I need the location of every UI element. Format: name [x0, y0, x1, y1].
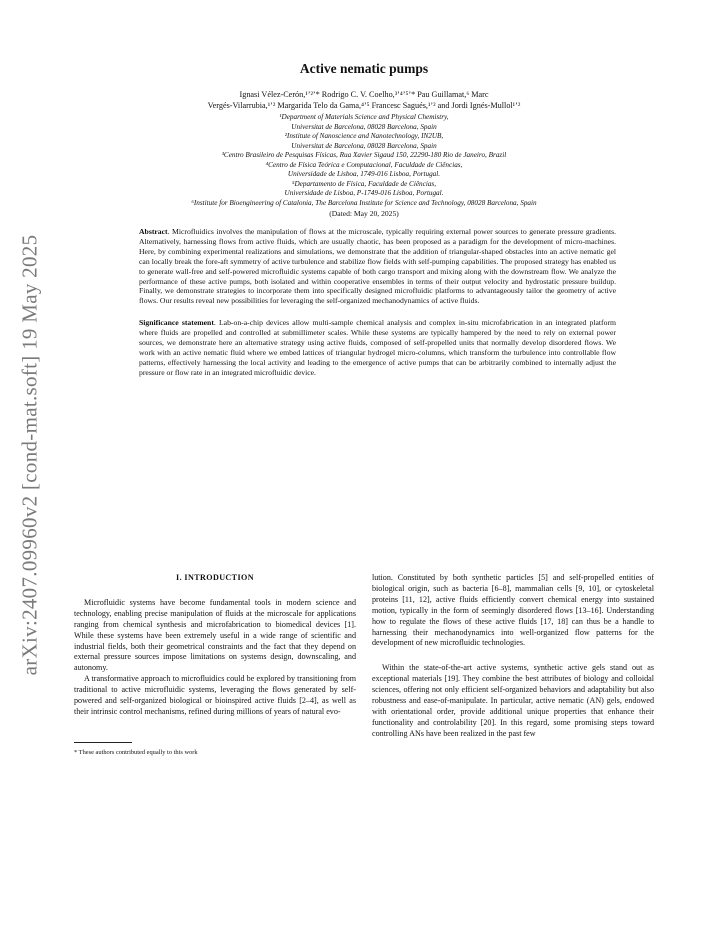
body-paragraph: Within the state-of-the-art active systems, synthetic active gels stand out as exceptional materials [19]. They combine the best attributes of biology and colloidal sciences, offering not only efficient self-organized behaviors and adaptability but also robustness and ease-of-manipulate. In particular, active nematic (AN) gels, endowed with orientational order, provide additional unique properties that enhance their functionality and controlability [20]. In this regard, some promising steps toward controlling ANs have been realized in the past few [372, 663, 654, 738]
left-column [74, 573, 356, 757]
abstract-text: . Microfluidics involves the manipulation of flows at the microscale, typically requiring external power sources to generate pressure gradients. Alternatively, harnessing flows from active fluids, which are usually chaotic, has been proposed as a paradigm for the development of micro-machines. Here, by combining experimental realizations and simulations, we demonstrate that the addition of triangular-shaped obstacles into an active nematic gel can locally break the fore-aft symmetry of active turbulence and stabilize flow fields with self-pumping capabilities. The proposed strategy has enabled us to generate wall-free and self-powered microfluidic systems capable of both cargo transport and mixing along with the downstream flow. We analyze the performance of these active pumps, both isolated and within cooperative ensembles in terms of their output velocity and hydrostatic pressure buildup. Finally, we demonstrate strategies to incorporate them into specifically designed microfluidic platforms to advantageously tailor the geometry of active flows. Our results reveal new possibilities for leveraging the self-organized mechanodynamics of active fluids. [139, 227, 616, 306]
body-columns [74, 573, 654, 757]
affiliation-line: Universitat de Barcelona, 08028 Barcelona, Spain [291, 141, 437, 150]
affiliation-line: ⁴Centro de Física Teórica e Computacional, Faculdade de Ciências, [265, 160, 463, 169]
author-list [54, 89, 674, 111]
footnote-rule [74, 742, 132, 743]
paper-title: Active nematic pumps [299, 61, 429, 76]
author-line: Vergés-Vilarrubia,¹ʼ² Margarida Telo da Gama,⁴ʼ⁵ Francesc Sagués,¹ʼ² and Jordi Ignés-Mullol¹ʼ² [207, 101, 521, 110]
arxiv-identifier: arXiv:2407.09960v2 [cond-mat.soft] 19 May 2025 [17, 234, 42, 676]
footnote: * These authors contributed equally to this work [74, 748, 198, 756]
affiliation-line: ³Centro Brasileiro de Pesquisas Físicas, Rua Xavier Sigaud 150, 22290-180 Rio de Janeiro, Brazil [221, 151, 507, 159]
affiliation-line: ⁵Departamento de Física, Faculdade de Ciências, [291, 179, 437, 188]
affiliation-line: ²Institute of Nanoscience and Nanotechnology, IN2UB, [284, 132, 444, 140]
paper-front-matter [74, 55, 654, 378]
affiliation-line: ¹Department of Materials Science and Physical Chemistry, [279, 113, 449, 121]
body-paragraph: lution. Constituted by both synthetic particles [5] and self-propelled entities of biological origin, such as bacteria [6–8], mammalian cells [9, 10], or cytoskeletal proteins [11, 12], active fluids efficiently convert chemical energy into sustained motion, typically in the form of seemingly disordered flows [13–16]. Understanding how to regulate the flows of these active fluids [17, 18] can thus be a handle to harnessing their mechanodynamics into well-organized flow patterns for the development of new microfluidic technologies. [372, 573, 654, 648]
significance-statement [139, 318, 616, 377]
affiliation-line: ⁶Institute for Bioengineering of Catalonia, The Barcelona Institute for Science and Technology, 08028 Barcelona, Spain [191, 198, 537, 207]
affiliation-list [54, 113, 674, 208]
section-heading: I. INTRODUCTION [176, 573, 254, 582]
significance-text: . Lab-on-a-chip devices allow multi-sample chemical analysis and complex in-situ microfabrication in an integrated platform where fluids are propelled and controlled at submillimeter scales. While these systems are typically hampered by the need to rely on external power sources, we demonstrate here an alternative strategy using active fluids, composed of self-propelled units that normally develop disordered flows. We work with an active nematic fluid where we embed lattices of triangular hydrogel micro-columns, which transform the turbulence into controllable flow patterns, effectively harnessing the local activity and leading to the emergence of active pumps that can be arbitrarily combined to internally adjust the pressure or flow rate in an integrated microfluidic device. [139, 318, 616, 377]
arxiv-sidebar-stamp [14, 210, 46, 700]
date-line: (Dated: May 20, 2025) [329, 209, 399, 218]
paragraph-gap [372, 649, 654, 663]
affiliation-line: Universitat de Barcelona, 08028 Barcelona, Spain [291, 122, 437, 131]
body-paragraph: A transformative approach to microfluidics could be explored by transitioning from traditional to active microfluidic systems, leveraging the flows generated by self-powered and self-organized biological or bioinspired active fluids [2–4], as well as their intrinsic control mechanisms, refined during millions of years of natural evo- [74, 674, 356, 716]
right-column [372, 573, 654, 757]
affiliation-line: Universidade de Lisboa, 1749-016 Lisboa, Portugal. [287, 170, 441, 178]
abstract [139, 227, 616, 306]
author-line: Ignasi Vélez-Cerón,¹ʼ²ʼ* Rodrigo C. V. Coelho,³ʼ⁴ʼ⁵ʼ* Pau Guillamat,⁶ Marc [239, 90, 489, 99]
body-paragraph: Microfluidic systems have become fundamental tools in modern science and technology, enabling precise manipulation of fluids at the microscale for applications ranging from chemical synthesis and microfabrication to biomedical devices [1]. While these systems have been extremely useful in a wide range of scientific and industrial fields, both their geometrical constraints and the fact that they depend on external pressure sources impose limitations on systems design, downscaling, and autonomy. [74, 597, 356, 673]
affiliation-line: Universidade de Lisboa, P-1749-016 Lisboa, Portugal. [284, 189, 444, 197]
significance-label: Significance statement [139, 318, 214, 328]
abstract-label: Abstract [139, 227, 168, 236]
